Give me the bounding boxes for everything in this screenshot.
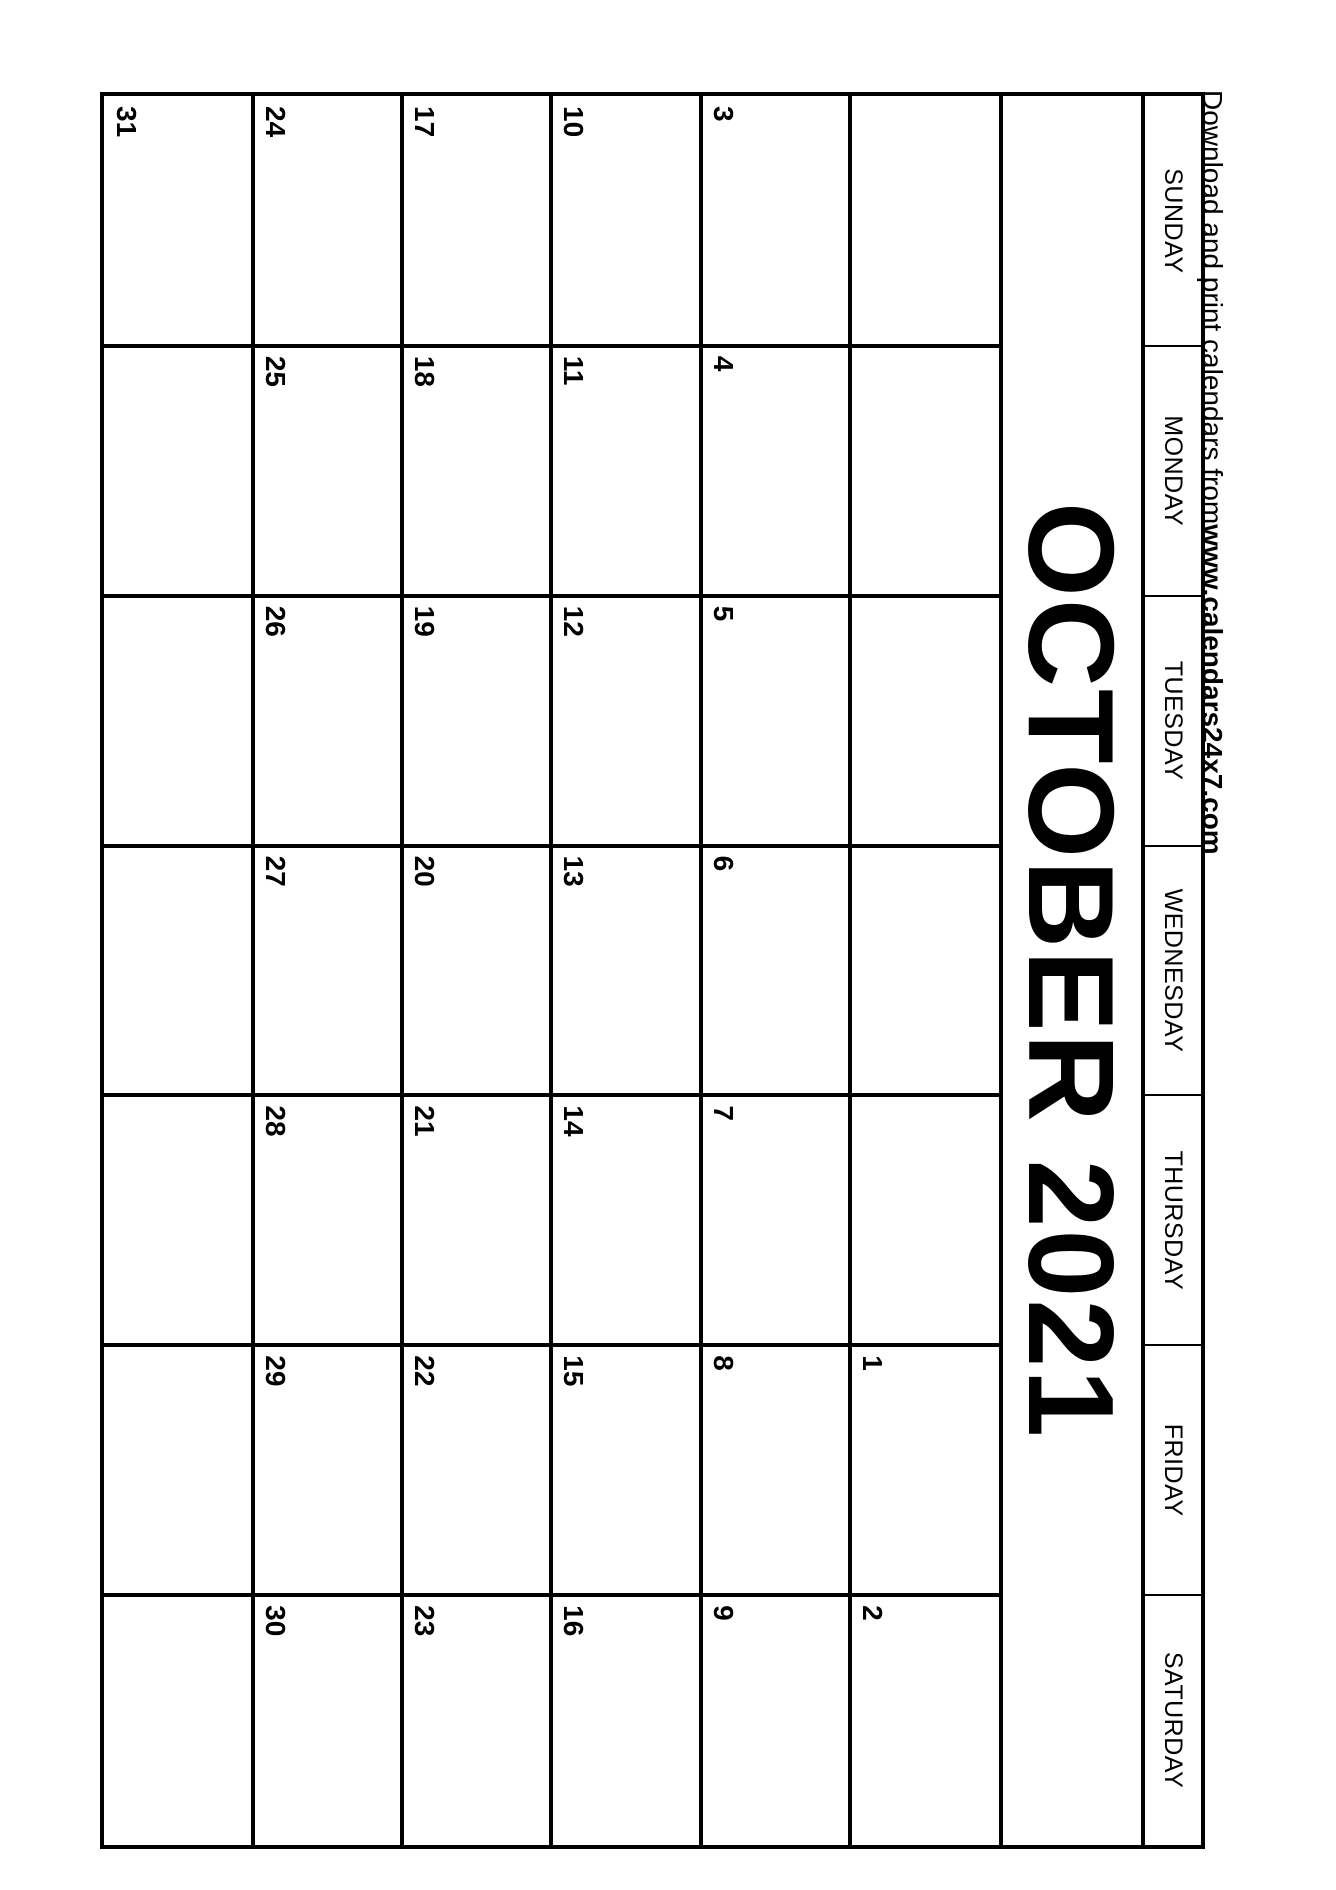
day-number: 3 bbox=[707, 106, 739, 122]
day-column-divider bbox=[104, 1343, 999, 1347]
day-number: 4 bbox=[707, 355, 739, 372]
day-number: 31 bbox=[111, 106, 142, 138]
footer-text bbox=[1192, 90, 1232, 1850]
weekday-header-saturday: SATURDAY bbox=[1159, 1651, 1188, 1789]
day-number: 21 bbox=[409, 1105, 441, 1137]
weekday-header-monday: MONDAY bbox=[1159, 415, 1188, 527]
day-number: 23 bbox=[409, 1605, 441, 1637]
day-number: 16 bbox=[558, 1605, 590, 1637]
day-number: 15 bbox=[558, 1355, 590, 1387]
calendar-grid bbox=[100, 92, 1205, 1849]
day-number: 27 bbox=[260, 855, 292, 887]
day-column-divider bbox=[104, 1093, 999, 1097]
day-number: 13 bbox=[558, 855, 590, 887]
day-number: 2 bbox=[856, 1605, 888, 1621]
day-number: 28 bbox=[260, 1105, 292, 1137]
day-number: 24 bbox=[260, 106, 292, 138]
week-divider bbox=[848, 96, 852, 1845]
week-divider bbox=[400, 96, 404, 1845]
day-number: 29 bbox=[260, 1355, 292, 1387]
weekday-header-tuesday: TUESDAY bbox=[1159, 660, 1188, 781]
day-column-divider bbox=[104, 1593, 999, 1597]
day-number: 1 bbox=[856, 1355, 888, 1371]
day-number: 30 bbox=[260, 1605, 292, 1637]
weekday-header-thursday: THURSDAY bbox=[1159, 1150, 1188, 1291]
day-number: 14 bbox=[558, 1105, 590, 1137]
week-divider bbox=[699, 96, 703, 1845]
day-number: 5 bbox=[707, 605, 739, 622]
day-column-divider bbox=[104, 594, 999, 598]
day-column-divider bbox=[104, 844, 999, 848]
day-number: 8 bbox=[707, 1355, 739, 1371]
weekday-header-friday: FRIDAY bbox=[1159, 1423, 1188, 1517]
day-number: 22 bbox=[409, 1355, 441, 1387]
week-divider bbox=[550, 96, 554, 1845]
day-number: 18 bbox=[409, 355, 441, 387]
title-divider bbox=[999, 96, 1003, 1845]
day-number: 25 bbox=[260, 355, 292, 387]
day-number: 19 bbox=[409, 605, 441, 637]
calendar-title: OCTOBER 2021 bbox=[1003, 501, 1139, 1440]
day-column-divider bbox=[104, 344, 999, 348]
day-number: 26 bbox=[260, 605, 292, 637]
day-number: 11 bbox=[558, 355, 590, 386]
footer-site-link[interactable]: www.calendars24x7.com bbox=[1197, 524, 1228, 855]
footer-prefix: Download and print calendars from bbox=[1197, 90, 1228, 525]
footer bbox=[1198, 90, 1238, 1850]
weekday-header-wednesday: WEDNESDAY bbox=[1159, 888, 1188, 1053]
weekday-header-sunday: SUNDAY bbox=[1159, 168, 1188, 274]
week-divider bbox=[251, 96, 255, 1845]
day-number: 10 bbox=[558, 106, 590, 138]
day-number: 20 bbox=[409, 855, 441, 887]
header-divider bbox=[1141, 96, 1145, 1845]
day-number: 6 bbox=[707, 855, 739, 872]
day-number: 12 bbox=[558, 605, 590, 637]
day-number: 9 bbox=[707, 1605, 739, 1621]
day-number: 7 bbox=[707, 1105, 739, 1121]
day-number: 17 bbox=[409, 106, 441, 138]
